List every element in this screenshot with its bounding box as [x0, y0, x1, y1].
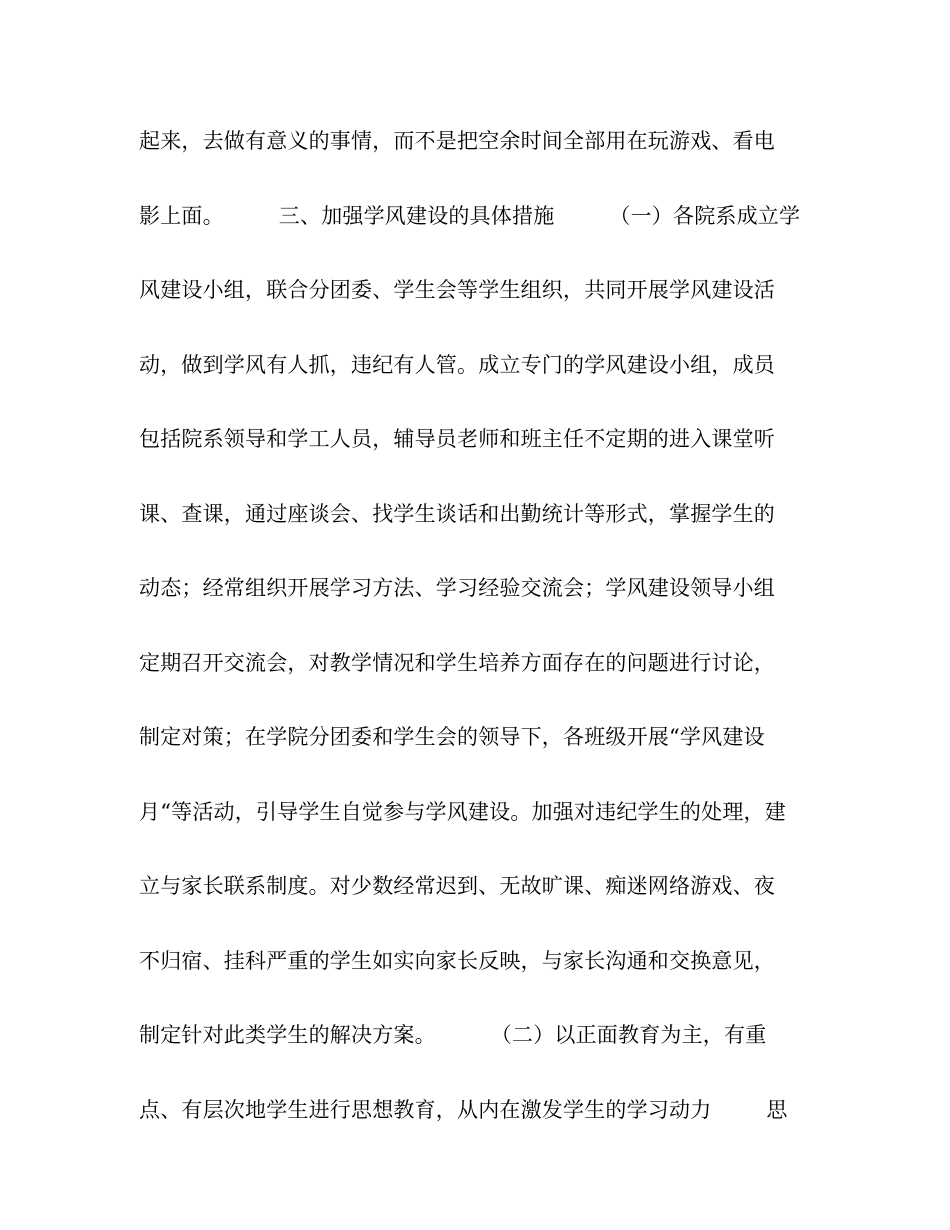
text-line: 课、查课，通过座谈会、找学生谈话和出勤统计等形式，掌握学生的: [139, 501, 775, 526]
text-line: 动，做到学风有人抓，违纪有人管。成立专门的学风建设小组，成员: [139, 352, 775, 377]
text-line: 制定对策；在学院分团委和学生会的领导下，各班级开展“学风建设: [139, 725, 765, 749]
text-line: 起来，去做有意义的事情，而不是把空余时间全部用在玩游戏、看电: [139, 129, 775, 153]
text-line: 不归宿、挂科严重的学生如实向家长反映，与家长沟通和交换意见，: [139, 948, 775, 973]
text-line: 风建设小组，联合分团委、学生会等学生组织，共同开展学风建设活: [139, 278, 775, 302]
text-line: 包括院系领导和学工人员，辅导员老师和班主任不定期的进入课堂听: [139, 427, 775, 451]
body-text: [139, 122, 819, 1165]
text-line: 定期召开交流会，对教学情况和学生培养方面存在的问题进行讨论，: [139, 650, 775, 675]
text-line: 动态；经常组织开展学习方法、学习经验交流会；学风建设领导小组: [139, 576, 775, 600]
text-line: 月“等活动，引导学生自觉参与学风建设。加强对违纪学生的处理，建: [139, 799, 786, 824]
text-line: 制定针对此类学生的解决方案。 （二）以正面教育为主，有重: [139, 1023, 767, 1047]
text-line: 点、有层次地学生进行思想教育，从内在激发学生的学习动力 思: [139, 1097, 788, 1122]
text-line: 影上面。 三、加强学风建设的具体措施 （一）各院系成立学: [139, 203, 801, 228]
text-line: 立与家长联系制度。对少数经常迟到、无故旷课、痴迷网络游戏、夜: [139, 874, 775, 898]
